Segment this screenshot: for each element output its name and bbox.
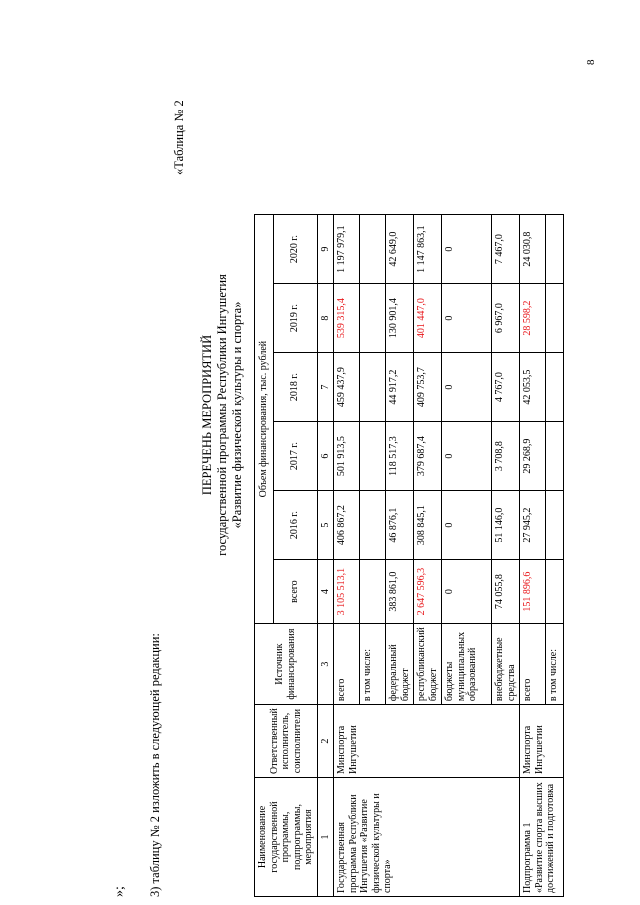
subprogram-name: Подпрограмма 1 «Развитие спорта высших достижений и подготовка bbox=[520, 778, 564, 897]
program-name: Государственная программа Республики Ингушетия «Развитие физической культуры и спорта» bbox=[334, 778, 520, 897]
value-cell: 118 517,3 bbox=[386, 422, 414, 491]
header-2018: 2018 г. bbox=[273, 353, 317, 422]
col-number: 4 bbox=[317, 560, 334, 624]
program-executor: Минспорта Ингушетии bbox=[334, 705, 520, 778]
heading-program-name: «Развитие физической культуры и спорта» bbox=[230, 301, 244, 529]
value-cell: 7 467,0 bbox=[492, 215, 520, 284]
header-2016: 2016 г. bbox=[273, 491, 317, 560]
source-cell: в том числе: bbox=[546, 624, 564, 705]
value-cell bbox=[360, 422, 386, 491]
value-cell: 3 708,8 bbox=[492, 422, 520, 491]
header-total: всего bbox=[273, 560, 317, 624]
value-cell: 501 913,5 bbox=[334, 422, 360, 491]
value-cell: 3 105 513,1 bbox=[334, 560, 360, 624]
source-cell: всего bbox=[520, 624, 546, 705]
value-cell: 130 901,4 bbox=[386, 284, 414, 353]
heading-subtitle: государственной программы Республики Ингушетия bbox=[215, 274, 229, 556]
header-executor: Ответственный исполнитель, соисполнители bbox=[255, 705, 318, 778]
page-number: 8 bbox=[585, 59, 597, 65]
value-cell bbox=[546, 491, 564, 560]
value-cell: 42 053,5 bbox=[520, 353, 546, 422]
value-cell bbox=[360, 353, 386, 422]
source-cell: республиканский бюджет bbox=[414, 624, 442, 705]
value-cell: 539 315,4 bbox=[334, 284, 360, 353]
value-cell bbox=[360, 560, 386, 624]
subprogram-executor: Минспорта Ингушетии bbox=[520, 705, 564, 778]
value-cell bbox=[546, 560, 564, 624]
value-cell bbox=[546, 422, 564, 491]
value-cell: 24 030,8 bbox=[520, 215, 546, 284]
value-cell: 0 bbox=[442, 422, 492, 491]
value-cell: 6 967,0 bbox=[492, 284, 520, 353]
value-cell bbox=[546, 215, 564, 284]
header-volume: Объем финансирования, тыс. рублей bbox=[255, 215, 274, 624]
value-cell: 459 437,9 bbox=[334, 353, 360, 422]
value-cell: 379 687,4 bbox=[414, 422, 442, 491]
value-cell: 401 447,0 bbox=[414, 284, 442, 353]
header-name: Наименование государственной программы, подпрограммы, мероприятия bbox=[255, 778, 318, 897]
col-number: 9 bbox=[317, 215, 334, 284]
source-cell: федеральный бюджет bbox=[386, 624, 414, 705]
value-cell: 27 945,2 bbox=[520, 491, 546, 560]
value-cell: 1 147 863,1 bbox=[414, 215, 442, 284]
col-number: 2 bbox=[317, 705, 334, 778]
value-cell: 383 861,0 bbox=[386, 560, 414, 624]
source-cell: в том числе: bbox=[360, 624, 386, 705]
value-cell: 2 647 596,3 bbox=[414, 560, 442, 624]
value-cell: 0 bbox=[442, 284, 492, 353]
header-2017: 2017 г. bbox=[273, 422, 317, 491]
col-number: 1 bbox=[317, 778, 334, 897]
col-number: 3 bbox=[317, 624, 334, 705]
value-cell bbox=[360, 284, 386, 353]
value-cell: 51 146,0 bbox=[492, 491, 520, 560]
value-cell: 409 753,7 bbox=[414, 353, 442, 422]
header-2019: 2019 г. bbox=[273, 284, 317, 353]
value-cell: 0 bbox=[442, 491, 492, 560]
value-cell: 0 bbox=[442, 353, 492, 422]
quote-end-mark: »; bbox=[112, 886, 127, 897]
value-cell: 29 268,9 bbox=[520, 422, 546, 491]
source-cell: бюджеты муниципальных образований bbox=[442, 624, 492, 705]
activities-table bbox=[254, 214, 564, 897]
col-number: 5 bbox=[317, 491, 334, 560]
value-cell bbox=[360, 215, 386, 284]
heading-title: ПЕРЕЧЕНЬ МЕРОПРИЯТИЙ bbox=[200, 334, 214, 496]
value-cell: 4 767,0 bbox=[492, 353, 520, 422]
value-cell: 151 896,6 bbox=[520, 560, 546, 624]
header-source: Источник финансирования bbox=[255, 624, 318, 705]
value-cell bbox=[360, 491, 386, 560]
table-reference: «Таблица № 2 bbox=[172, 100, 186, 175]
value-cell: 44 917,2 bbox=[386, 353, 414, 422]
value-cell bbox=[546, 284, 564, 353]
header-2020: 2020 г. bbox=[273, 215, 317, 284]
value-cell bbox=[546, 353, 564, 422]
source-cell: всего bbox=[334, 624, 360, 705]
value-cell: 1 197 979,1 bbox=[334, 215, 360, 284]
col-number: 6 bbox=[317, 422, 334, 491]
value-cell: 42 649,0 bbox=[386, 215, 414, 284]
value-cell: 308 845,1 bbox=[414, 491, 442, 560]
value-cell: 46 876,1 bbox=[386, 491, 414, 560]
value-cell: 74 055,8 bbox=[492, 560, 520, 624]
value-cell: 0 bbox=[442, 215, 492, 284]
col-number: 8 bbox=[317, 284, 334, 353]
intro-text: 3) таблицу № 2 изложить в следующей редакции: bbox=[148, 633, 162, 897]
value-cell: 28 598,2 bbox=[520, 284, 546, 353]
col-number: 7 bbox=[317, 353, 334, 422]
value-cell: 406 867,2 bbox=[334, 491, 360, 560]
source-cell: внебюджетные средства bbox=[492, 624, 520, 705]
value-cell: 0 bbox=[442, 560, 492, 624]
